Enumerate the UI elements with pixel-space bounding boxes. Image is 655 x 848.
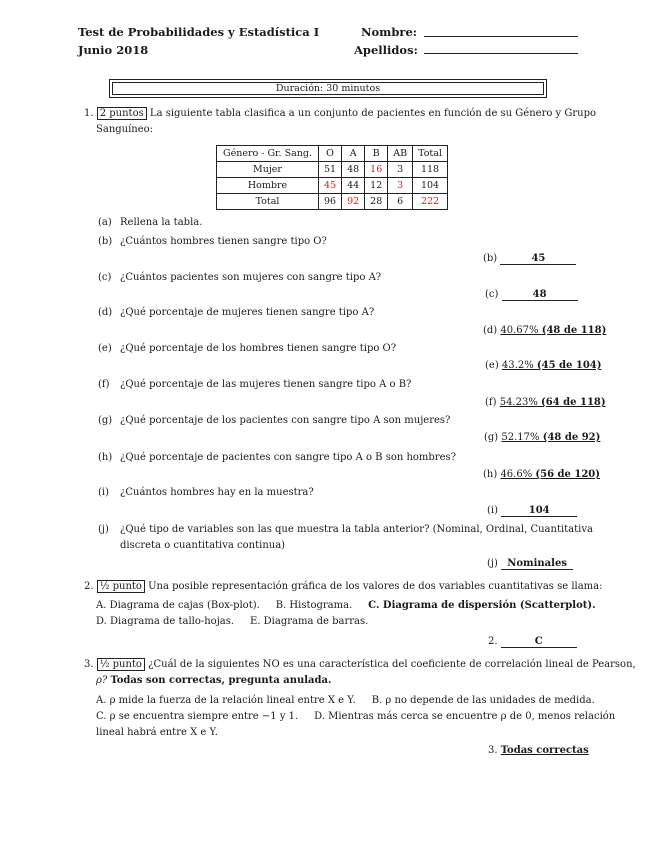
answer-c: (c) 48 [485, 289, 578, 301]
table-cell: 48 [342, 162, 365, 178]
answer-g: (g) 52.17% (48 de 92) [484, 432, 601, 443]
q1-text-line1: La siguiente tabla clasifica a un conjunto de pacientes en función de su Género y Grupo [149, 108, 597, 119]
table-row-label: Hombre [217, 178, 319, 194]
q1-item-f: (f) ¿Qué porcentaje de las mujeres tienen sangre tipo A o B? [98, 379, 412, 390]
table-header-cell: Total [413, 146, 448, 162]
answer-f: (f) 54.23% (64 de 118) [485, 397, 606, 408]
q2-statement [84, 579, 603, 595]
table-cell-filled: 3 [388, 178, 413, 194]
answer-3: 3. Todas correctas [488, 745, 589, 756]
name-label: Nombre: [361, 25, 418, 39]
table-header-cell: B [365, 146, 388, 162]
q3-option-a: A. ρ mide la fuerza de la relación lineal entre X e Y. [96, 695, 356, 706]
q1-item-e: (e) ¿Qué porcentaje de los hombres tienen sangre tipo O? [98, 343, 397, 354]
q1-item-i: (i) ¿Cuántos hombres hay en la muestra? [98, 487, 314, 498]
name-field[interactable] [424, 36, 578, 37]
blood-type-table [216, 145, 448, 210]
q2-options-line2 [96, 614, 368, 630]
surname-label: Apellidos: [354, 43, 418, 57]
table-cell: 3 [388, 162, 413, 178]
answer-2-value[interactable]: C [501, 636, 577, 648]
surname-field[interactable] [424, 53, 578, 54]
q1-item-j: (j) ¿Qué tipo de variables son las que muestra la tabla anterior? (Nominal, Ordinal, Cuantitativa [98, 524, 593, 535]
answer-e-value[interactable]: 43.2% (45 de 104) [501, 360, 602, 371]
table-cell: 51 [318, 162, 341, 178]
table-cell-filled: 92 [342, 194, 365, 210]
answer-f-value[interactable]: 54.23% (64 de 118) [499, 397, 606, 408]
answer-d: (d) 40.67% (48 de 118) [483, 325, 607, 336]
q2-text: Una posible representación gráfica de los valores de dos variables cuantitativas se llama: [148, 581, 603, 592]
q1-number: 1. [84, 108, 94, 119]
table-cell: 44 [342, 178, 365, 194]
table-cell-filled: 16 [365, 162, 388, 178]
table-row-label: Mujer [217, 162, 319, 178]
q3-statement [84, 657, 636, 673]
answer-b-value[interactable]: 45 [500, 253, 576, 265]
q1-points-box: 2 puntos [97, 107, 147, 120]
table-row [217, 194, 448, 210]
table-row [217, 162, 448, 178]
q2-options-line1 [96, 598, 596, 614]
table-header-row [217, 146, 448, 162]
q2-option-e: E. Diagrama de barras. [249, 616, 369, 627]
q1-item-c: (c) ¿Cuántos pacientes son mujeres con sangre tipo A? [98, 272, 382, 283]
table-cell-filled: 45 [318, 178, 341, 194]
answer-e: (e) 43.2% (45 de 104) [485, 360, 602, 371]
answer-c-value[interactable]: 48 [502, 289, 578, 301]
table-cell: 12 [365, 178, 388, 194]
answer-g-value[interactable]: 52.17% (48 de 92) [501, 432, 601, 443]
q3-points-box: ½ punto [97, 658, 145, 671]
q1-item-b: (b) ¿Cuántos hombres tienen sangre tipo O? [98, 236, 327, 247]
answer-i-value[interactable]: 104 [501, 505, 577, 517]
q2-option-c-correct: C. Diagrama de dispersión (Scatterplot). [368, 600, 596, 611]
answer-i: (i) 104 [487, 505, 577, 517]
exam-date: Junio 2018 [78, 43, 149, 57]
table-cell: 6 [388, 194, 413, 210]
table-row [217, 178, 448, 194]
table-row-label: Total [217, 194, 319, 210]
q3-option-b: B. ρ no depende de las unidades de medida. [371, 695, 595, 706]
table-header-cell: AB [388, 146, 413, 162]
q3-option-c: C. ρ se encuentra siempre entre −1 y 1. [96, 711, 299, 722]
q1-item-a: (a) Rellena la tabla. [98, 217, 203, 228]
q3-number: 3. [84, 659, 94, 670]
answer-b: (b) 45 [483, 253, 576, 265]
q1-item-h: (h) ¿Qué porcentaje de pacientes con sangre tipo A o B son hombres? [98, 452, 457, 463]
answer-j-value[interactable]: Nominales [501, 558, 573, 570]
q3-options-line1 [96, 693, 595, 709]
q2-points-box: ½ punto [97, 580, 145, 593]
q3-annulled-note: Todas son correctas, pregunta anulada. [110, 675, 332, 686]
answer-d-value[interactable]: 40.67% (48 de 118) [500, 325, 607, 336]
table-header-cell: A [342, 146, 365, 162]
table-header-cell: O [318, 146, 341, 162]
q3-text-line2: ρ? Todas son correctas, pregunta anulada. [96, 675, 332, 686]
table-header-cell: Género - Gr. Sang. [217, 146, 319, 162]
q1-item-d: (d) ¿Qué porcentaje de mujeres tienen sangre tipo A? [98, 307, 375, 318]
q3-option-d: D. Mientras más cerca se encuentre ρ de 0, menos relación [314, 711, 616, 722]
q2-option-d: D. Diagrama de tallo-hojas. [96, 616, 235, 627]
q2-number: 2. [84, 581, 94, 592]
answer-3-value[interactable]: Todas correctas [500, 745, 589, 756]
table-cell: 96 [318, 194, 341, 210]
q2-option-a: A. Diagrama de cajas (Box-plot). [96, 600, 260, 611]
q1-text-line2: Sanguíneo: [96, 124, 154, 135]
q3-options-line2 [96, 709, 615, 725]
table-cell-filled: 222 [413, 194, 448, 210]
q1-item-g: (g) ¿Qué porcentaje de los pacientes con sangre tipo A son mujeres? [98, 415, 451, 426]
q3-text-line1: ¿Cuál de la siguientes NO es una característica del coeficiente de correlación lineal de Pearson, [148, 659, 636, 670]
q1-item-j-line2: discreta o cuantitativa continua) [120, 540, 286, 551]
answer-2: 2. C [488, 636, 577, 648]
answer-j: (j) Nominales [487, 558, 573, 570]
answer-h-value[interactable]: 46.6% (56 de 120) [500, 469, 600, 480]
exam-title: Test de Probabilidades y Estadística I [78, 25, 320, 39]
duration-box [109, 79, 547, 98]
q2-option-b: B. Histograma. [275, 600, 353, 611]
answer-h: (h) 46.6% (56 de 120) [483, 469, 600, 480]
q1-statement [84, 106, 596, 122]
duration-text: Duración: 30 minutos [112, 82, 544, 95]
table-cell: 118 [413, 162, 448, 178]
q3-option-d-line2: lineal habrá entre X e Y. [96, 727, 218, 738]
table-cell: 104 [413, 178, 448, 194]
table-cell: 28 [365, 194, 388, 210]
